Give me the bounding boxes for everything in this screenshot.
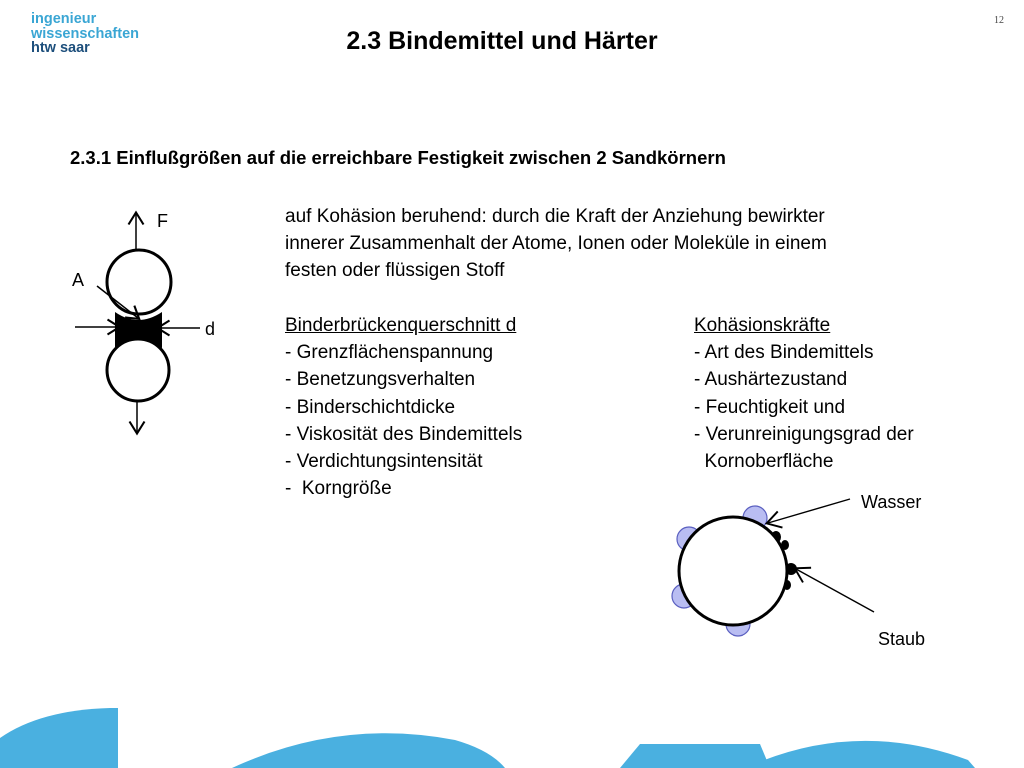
sand-grain-top <box>107 250 171 314</box>
cohesion-forces-heading: Kohäsionskräfte <box>694 315 831 336</box>
dust-pointer-arrow <box>796 569 874 612</box>
area-label: A <box>72 270 85 290</box>
list-item: - Aushärtezustand <box>694 369 848 391</box>
page-title: 2.3 Bindemittel und Härter <box>346 27 658 55</box>
binder-bridge-heading: Binderbrückenquerschnitt d <box>285 315 517 336</box>
dust-label: Staub <box>878 629 926 649</box>
list-item: - Verunreinigungsgrad der <box>694 423 914 445</box>
sand-grain <box>679 517 787 625</box>
water-pointer-arrow <box>768 499 850 523</box>
logo-line-3: htw saar <box>31 40 90 56</box>
water-label: Wasser <box>861 492 922 512</box>
list-item: - Benetzungsverhalten <box>285 369 476 391</box>
diameter-label: d <box>205 319 216 339</box>
logo-line-1: ingenieur <box>31 11 97 27</box>
definition-line: auf Kohäsion beruhend: durch die Kraft der Anziehung bewirkter <box>285 206 825 227</box>
list-item: - Feuchtigkeit und <box>694 396 846 418</box>
decorative-shape <box>232 733 505 768</box>
list-item: - Binderschichtdicke <box>285 396 456 418</box>
list-item: Kornoberfläche <box>694 451 834 473</box>
definition-paragraph <box>285 203 827 285</box>
page-number: 12 <box>994 15 1004 26</box>
list-item: - Verdichtungsintensität <box>285 451 483 473</box>
list-item: - Art des Bindemittels <box>694 342 874 364</box>
logo-line-2: wissenschaften <box>31 25 139 42</box>
decorative-shape <box>0 708 118 768</box>
decorative-logo-shapes <box>0 700 1024 768</box>
sand-grain-bottom <box>107 339 169 401</box>
section-subtitle: 2.3.1 Einflußgrößen auf die erreichbare Festigkeit zwischen 2 Sandkörnern <box>70 147 726 168</box>
list-item: - Grenzflächenspannung <box>285 342 494 364</box>
definition-line: innerer Zusammenhalt der Atome, Ionen oder Moleküle in einem <box>285 233 827 255</box>
binder-bridge-list <box>285 312 522 502</box>
list-item: - Viskosität des Bindemittels <box>285 423 523 445</box>
sand-grain-bridge-diagram <box>60 200 200 445</box>
cohesion-forces-list <box>694 312 914 475</box>
decorative-shape <box>620 744 770 768</box>
decorative-shape <box>745 741 975 768</box>
force-label: F <box>157 211 168 231</box>
list-item: - Korngröße <box>285 478 392 500</box>
definition-line: festen oder flüssigen Stoff <box>285 260 505 282</box>
